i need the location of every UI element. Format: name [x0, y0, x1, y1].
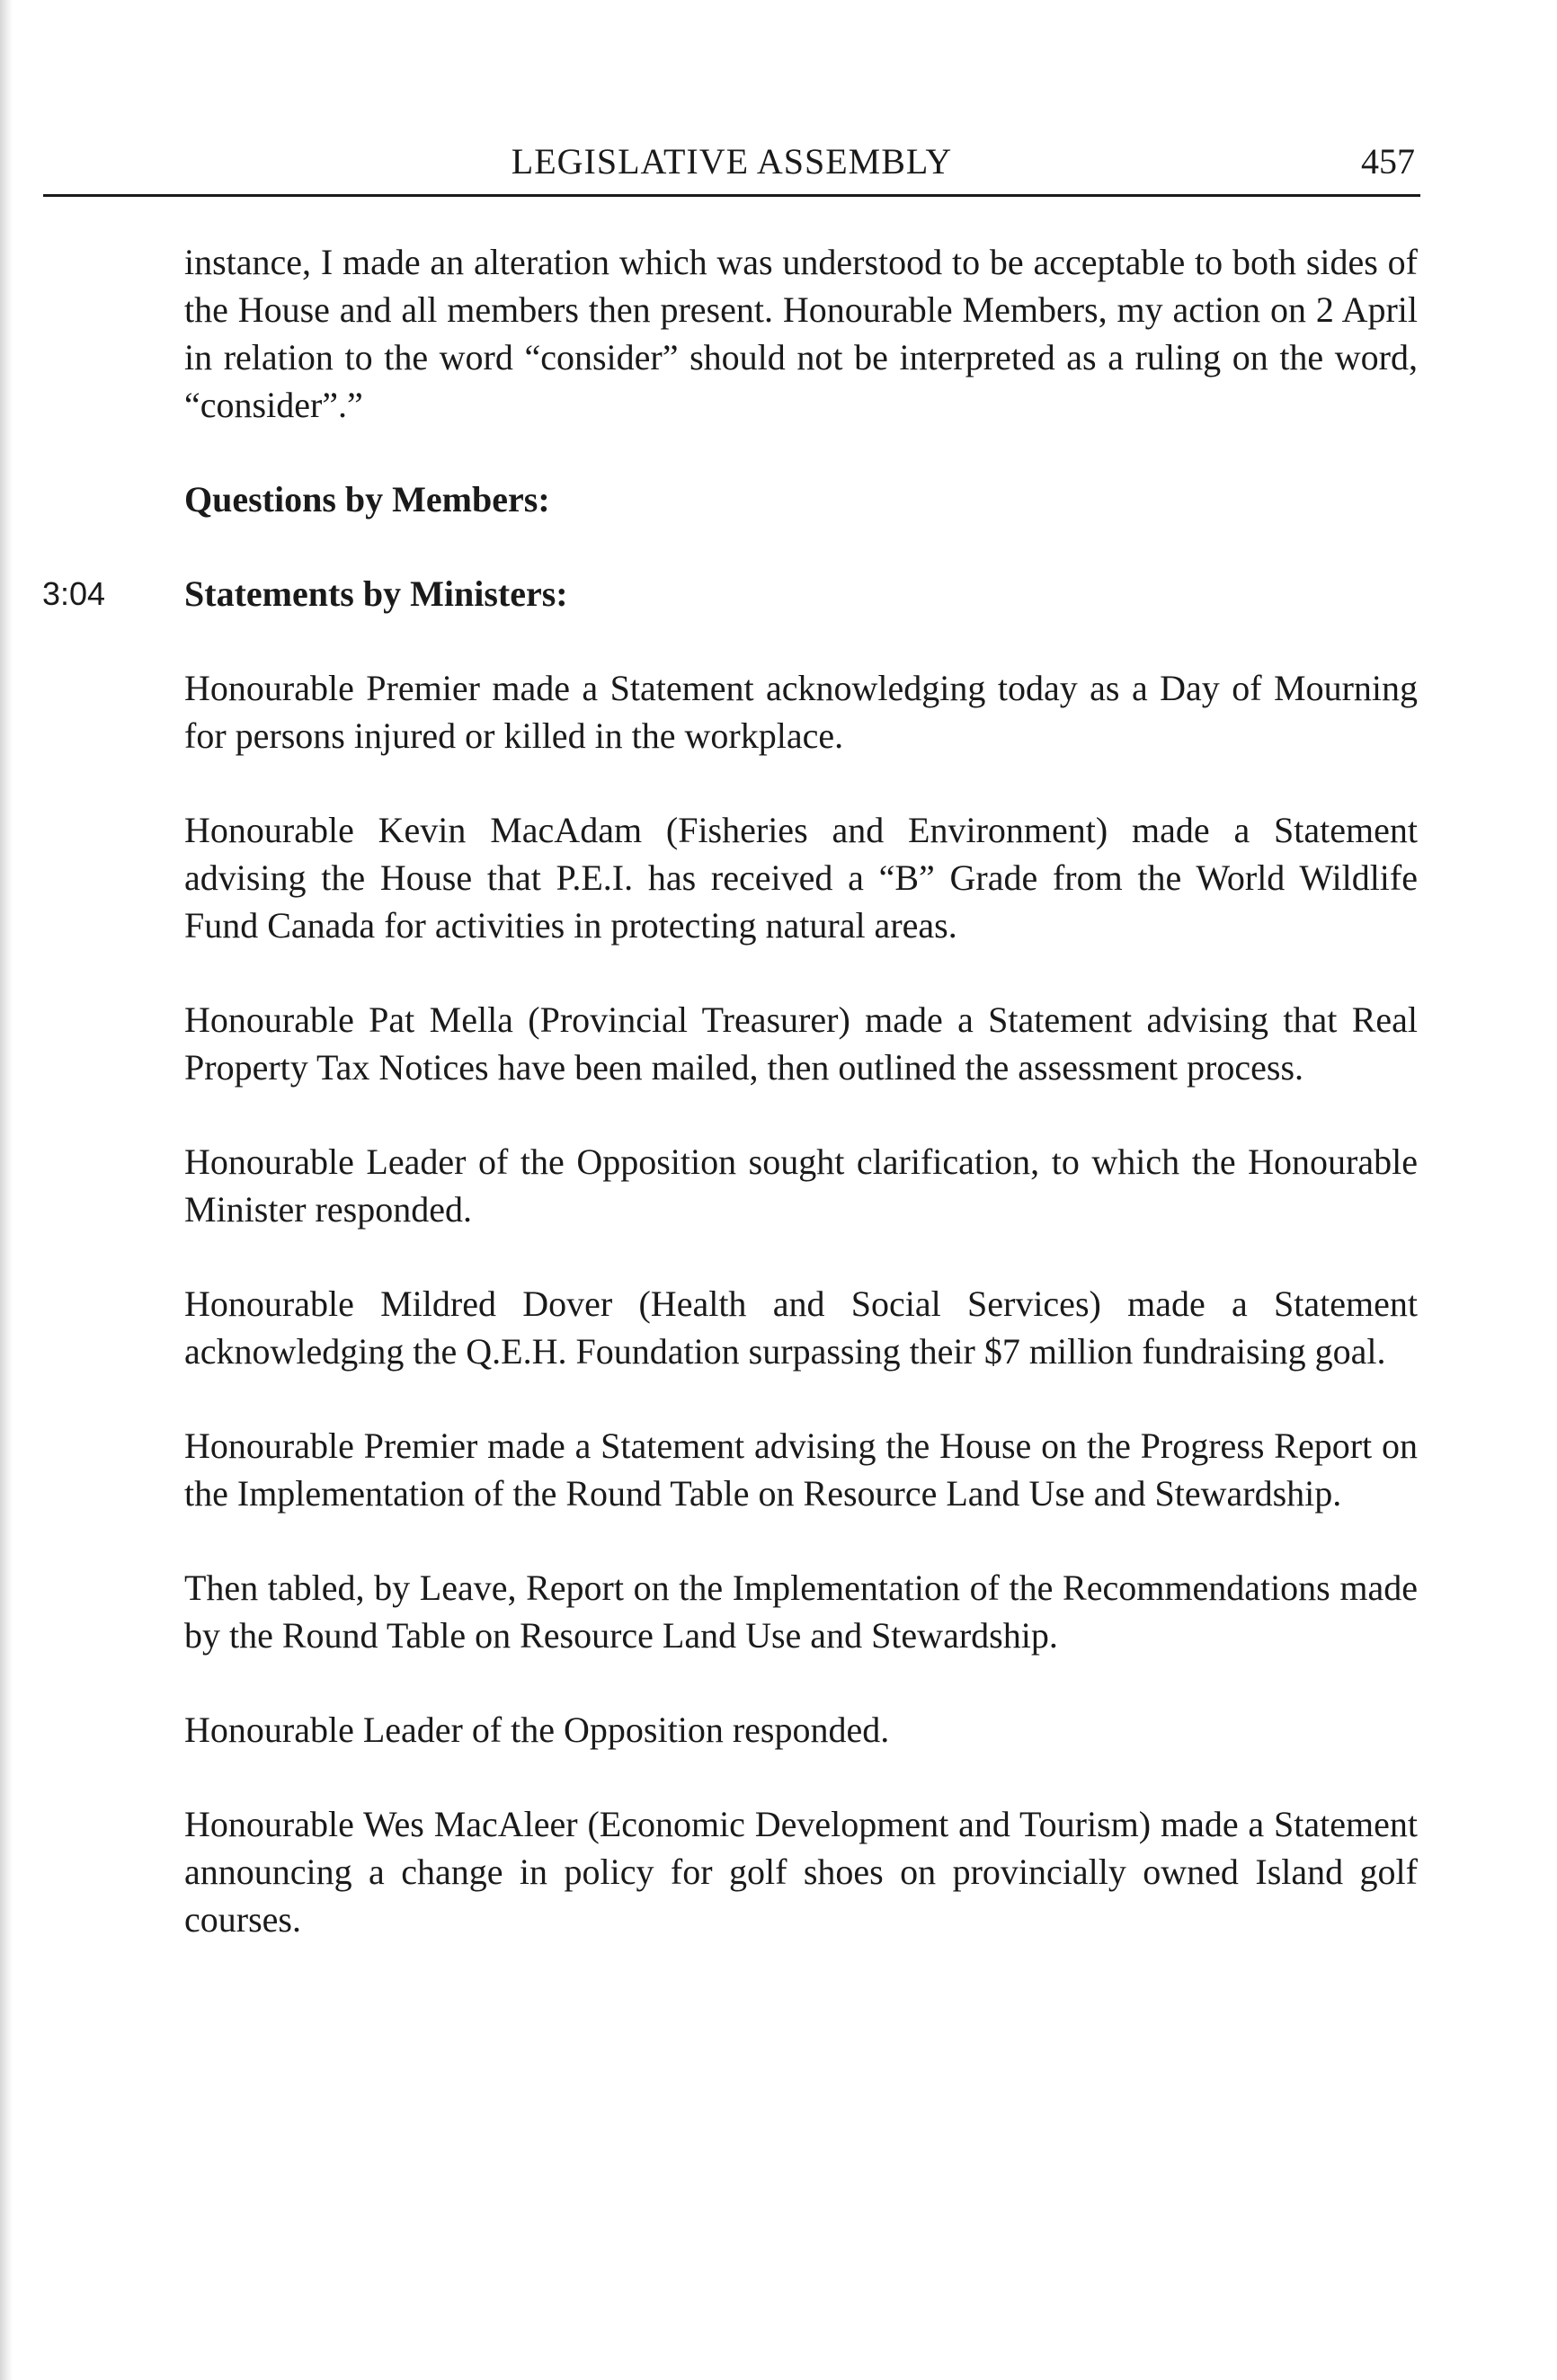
statement-paragraph: Honourable Mildred Dover (Health and Social Services) made a Statement acknowledging the Q.E.H. Foundation surpassing their $7 million fundraising goal.: [184, 1283, 1418, 1372]
page-header: [43, 133, 1420, 196]
page-body: [42, 238, 1418, 1990]
running-head: LEGISLATIVE ASSEMBLY: [511, 141, 953, 182]
heading-statements-by-ministers: [42, 570, 1418, 617]
heading-statements-text: Statements by Ministers:: [184, 573, 568, 614]
header-rule: [43, 194, 1420, 197]
statement-paragraph: Honourable Wes MacAleer (Economic Development and Tourism) made a Statement announcing a change in policy for golf shoes on provincially owned Island golf courses.: [184, 1804, 1418, 1940]
statement-paragraph: Honourable Premier made a Statement acknowledging today as a Day of Mourning for persons injured or killed in the workplace.: [184, 668, 1418, 756]
statement-paragraph: Honourable Premier made a Statement advising the House on the Progress Report on the Implementation of the Round Table on Resource Land Use and Stewardship.: [184, 1425, 1418, 1514]
statement-paragraph: Honourable Leader of the Opposition sought clarification, to which the Honourable Minister responded.: [184, 1141, 1418, 1230]
margin-timestamp: 3:04: [42, 575, 106, 612]
heading-questions-by-members: [184, 475, 1418, 523]
statement-paragraph: Then tabled, by Leave, Report on the Implementation of the Recommendations made by the Round Table on Resource Land Use and Stewardship.: [184, 1567, 1418, 1656]
page-edge-shadow: [0, 0, 13, 2380]
statement-paragraph: Honourable Pat Mella (Provincial Treasurer) made a Statement advising that Real Property Tax Notices have been mailed, then outlined the assessment process.: [184, 999, 1418, 1088]
page-number: 457: [1361, 141, 1415, 182]
statement-paragraph: Honourable Kevin MacAdam (Fisheries and Environment) made a Statement advising the House that P.E.I. has received a “B” Grade from the World Wildlife Fund Canada for activities in protecting natural areas.: [184, 810, 1418, 946]
heading-questions-text: Questions by Members:: [184, 479, 550, 520]
statement-paragraph: Honourable Leader of the Opposition responded.: [184, 1710, 890, 1750]
intro-paragraph: instance, I made an alteration which was understood to be acceptable to both sides of the House and all members then present. Honourable Members, my action on 2 April in relation to the word “consider” should not be interpreted as a ruling on the word, “consider”.”: [184, 242, 1418, 425]
